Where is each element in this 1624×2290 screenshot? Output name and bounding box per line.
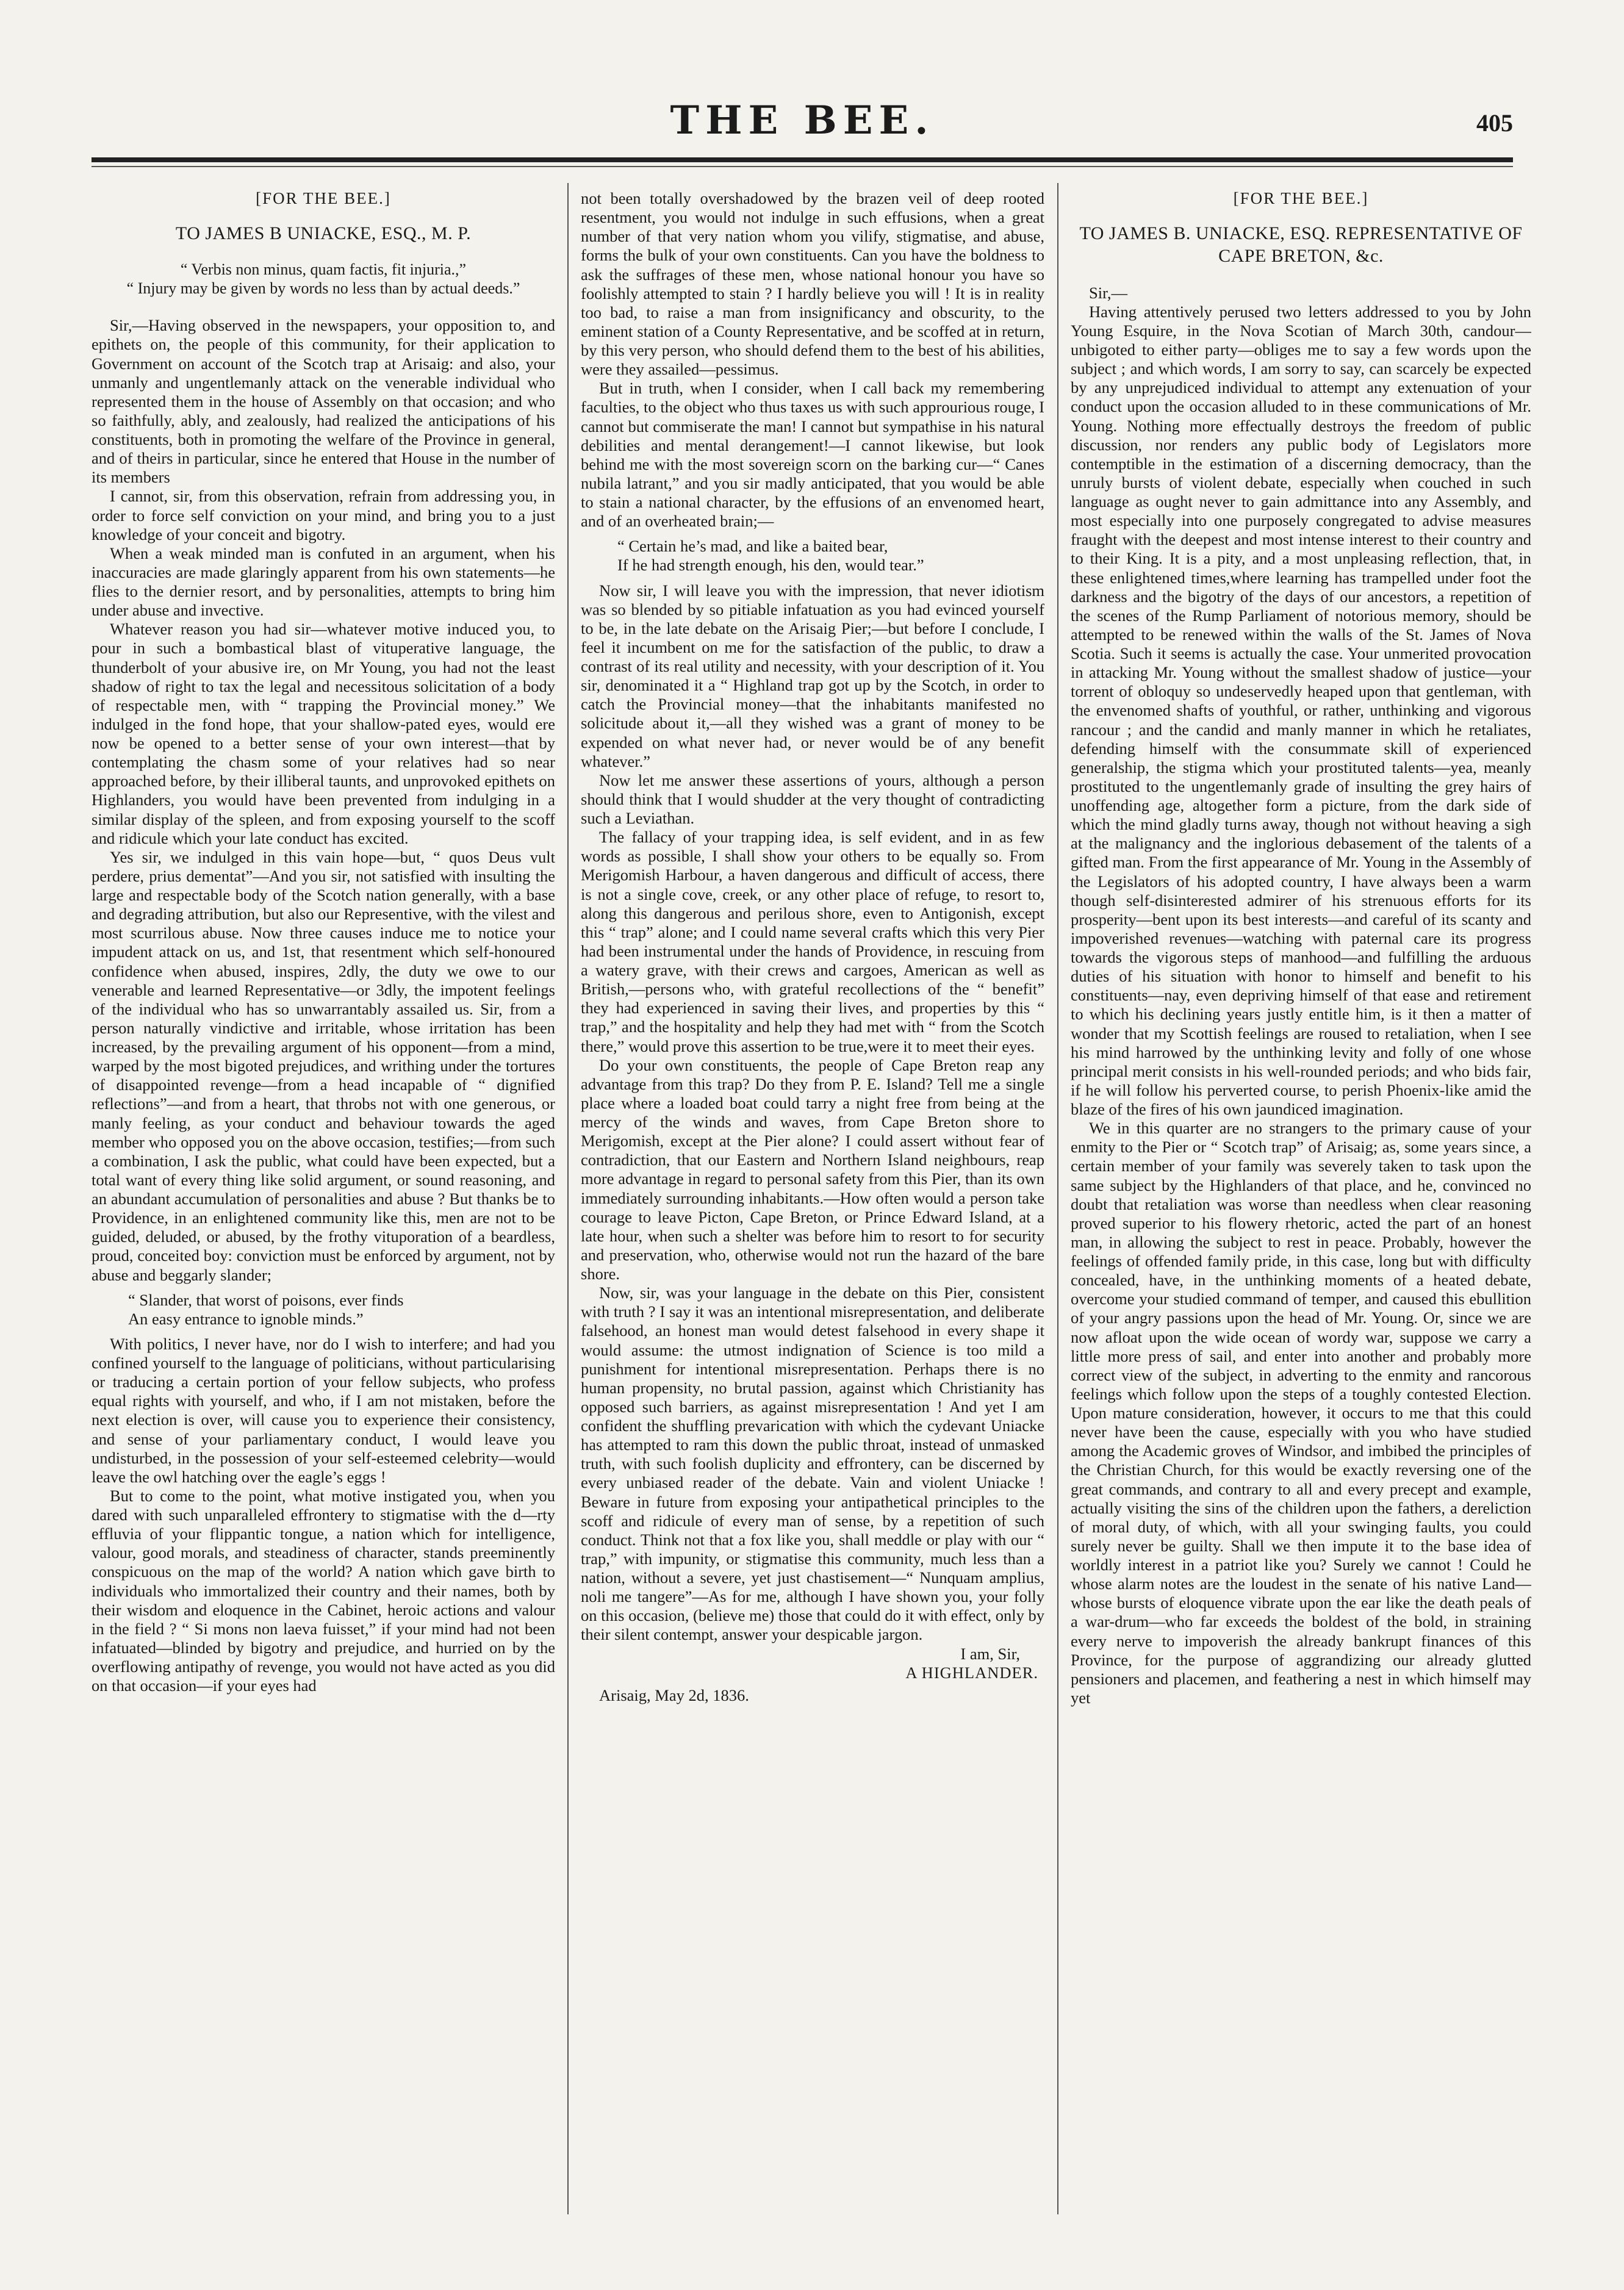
masthead (92, 98, 1513, 171)
paragraph: The fallacy of your trapping idea, is self evident, and in as few words as possible, I shall show your others to be equally so. From Merigomish Harbour, a haven dangerous and difficult of access, there is not a single cove, creek, or any other place of refuge, to resort to, along this dangerous and perilous shore, even to Antigonish, except this “ trap” alone; and I could name several crafts which this very Pier had been instrumental under the hands of Providence, in rescuing from a watery grave, with their crews and cargoes, American as well as British,—persons who, with grateful recollections of the “ benefit” they had experienced in saving their lives, and properties by this “ trap,” and the hospitality and help they had met with “ from the Scotch there,” would prove this assertion to be true,were it to meet their eyes. (581, 828, 1044, 1055)
paragraph: But to come to the point, what motive instigated you, when you dared with such unparalleled effrontery to stigmatise with the d—rty effluvia of your flippantic tongue, a nation which for intelligence, valour, good morals, and steadiness of character, stands preeminently conspicuous on the map of the world? A nation which gave birth to individuals who immortalized their country and their names, both by their wisdom and eloquence in the Cabinet, heroic actions and valour in the field ? “ Si mons non laeva fuisset,” if your mind had not been infatuated—blinded by bigotry and prejudice, and hurried on by the overflowing antipathy of revenge, you would not have acted as you did on that occasion—if your eyes had (92, 1486, 555, 1695)
masthead-title: THE BEE. (670, 98, 935, 143)
article-kicker: [FOR THE BEE.] (256, 189, 391, 207)
masthead-rule (92, 157, 1513, 162)
paragraph: Whatever reason you had sir—whatever motive induced you, to pour in such a bombastical blast of vituperative language, the thunderbolt of your abusive ire, on Mr Young, you had not the least shadow of right to tax the legal and necessitous solicitation of a body of respectable men, with “ trapping the Provincial money.” We indulged in the fond hope, that your shallow-pated eyes, would ere now be opened to a better sense of your own interest—that by contemplating the chasm some of your relatives had so near approached before, by their illiberal taunts, and unprovoked epithets on Highlanders, you would have been prevented from indulging in a similar display of the spleen, and from exposing yourself to the scoff and ridicule which your late conduct has excited. (92, 620, 555, 847)
masthead-rule-thin (92, 166, 1513, 167)
paragraph: Now let me answer these assertions of yours, although a person should think that I would shudder at the very thought of contradicting such a Leviathan. (581, 770, 1044, 827)
signoff: I am, Sir, (960, 1644, 1020, 1663)
paragraph: Now sir, I will leave you with the impression, that never idiotism was so blended by so pitiable infatuation as you had evinced yourself to be, in the late debate on the Arisaig Pier;—but before I conclude, I feel it incumbent on me for the satisfaction of the public, to draw a contrast of its real utility and necessity, with your description of it. You sir, denominated it a “ Highland trap got up by the Scotch, in order to catch the Provincial money—that the inhabitants manifested no solicitude about it,—all they wished was a grant of money to be expended on what never had, or never would be of any benefit whatever.” (581, 581, 1044, 770)
page-number: 405 (1476, 109, 1513, 137)
paragraph: Having attentively perused two letters addressed to you by John Young Esquire, in the Nova Scotian of March 30th, candour—unbigoted to either party—obliges me to say a few words upon the subject ; and which words, I am sorry to say, can scarcely be expected by any unprejudiced individual to attempt any extenuation of your conduct upon the occasion alluded to in these communications of Mr. Young. Nothing more effectually destroys the freedom of public discussion, nor renders any public body of Legislators more contemptible in the estimation of a discerning democracy, than the unruly bursts of violent debate, especially when couched in such language as ought never to gain admittance into any Assembly, and most especially into one purposely congregated to advise measures fraught with the deepest and most intense interest to their country and to their King. It is a pity, and a most unpleasing reflection, that, in these enlightened times,where learning has trampelled under foot the darkness and the bigotry of the days of our ancestors, a repetition of the scenes of the Rump Parliament of notorious memory, should be attempted to be renewed within the walls of the St. James of Nova Scotia. Such it seems is actually the case. Your unmerited provocation in attacking Mr. Young without the smallest shadow of justice—your torrent of obloquy so undeservedly heaped upon that gentleman, with the envenomed shafts of youthful, or rather, unthinking and vigorous rancour ; and the candid and manly manner in which he retaliates, defending himself with the consummate skill of experienced generalship, the stigma which your prostituted talents—yea, meanly prostituted to the ungentlemanly grade of insulting the grey hairs of unoffending age, altogether form a picture, from the dark side of which the mind gladly turns away, though not without heaving a sigh at the malignancy and the inglorious debasement of the talents of a gifted man. From the first appearance of Mr. Young in the Assembly of the Legislators of his adopted country, I have always been a warm though self-disinterested admirer of his strenuous efforts for its prosperity—bent upon its best interests—and careful of its scanty and impoverished revenues—watching with paternal care its progress towards the vigorous steps of manhood—and fulfilling the arduous duties of his situation with honor to himself and benefit to his constituents—nay, even depriving himself of that ease and retirement to which his declining years justly entitle him, is it then a matter of wonder that my Scottish feelings are roused to retaliation, when I see his mind harrowed by the unthinking levity and folly of one whose principal merit consists in his well-rounded periods; and who bids fair, if he will follow his perverted course, to perish Phoenix-like amid the blaze of the fires of his own jaundiced imagination. (1071, 302, 1531, 1119)
paragraph: Do your own constituents, the people of Cape Breton reap any advantage from this trap? Do they from P. E. Island? Tell me a single place where a loaded boat could tarry a night free from being at the mercy of the winds and waves, from Cape Breton shore to Merigomish, except at the Pier alone? I could assert without fear of contradiction, that our Eastern and Northern Island neighbours, reap more advantage in regard to personal safety from this Pier, than its own immediately surrounding inhabitants.—How often would a person take courage to leave Picton, Cape Breton, or Prince Edward Island, at a late hour, when such a shelter was before him to resort to for security and preservation, who, otherwise would not run the hazard of the bare shore. (581, 1055, 1044, 1283)
paragraph: When a weak minded man is confuted in an argument, when his inaccuracies are made glaringly apparent from his own statements—he flies to the dernier resort, and by personalities, attempts to bring him under abuse and invective. (92, 544, 555, 620)
paragraph: With politics, I never have, nor do I wish to interfere; and had you confined yourself to the language of politicians, without particularising or traducing a certain portion of your fellow subjects, who profess equal rights with yourself, and who, if I am not mistaken, before the next election is over, will cause you to experience their consistency, and sense of your parliamentary conduct, I would leave you undisturbed, in the possession of your self-esteemed celebrity—would leave the owl hatching over the eagle’s eggs ! (92, 1334, 555, 1486)
salutation: Sir,— (1089, 283, 1127, 302)
verse-line: “ Slander, that worst of poisons, ever finds (128, 1290, 404, 1309)
paragraph: Yes sir, we indulged in this vain hope—but, “ quos Deus vult perdere, prius dementat”—And you sir, not satisfied with insulting the large and respectable body of the Scotch nation generally, with a base and degrading attribution, but also our Representive, with the vilest and most scurrilous abuse. Now three causes induce me to notice your impudent attack on us, and 1st, that resentment which self-honoured confidence when abused, inspires, 2dly, the duty we owe to our venerable and learned Representative—or 3dly, the impotent feelings of the individual who has so unwarrantably assailed us. Sir, from a person naturally vindictive and irritable, whose irritation has been increased, by the prevailing argument of his opponent—from a mind, warped by the most bigoted prejudices, and writhing under the tortures of disappointed revenge—from a head incapable of “ dignified reflections”—and from a heart, that throbs not with one generous, or manly feeling, as your conduct and behaviour towards the aged member who opposed you on the above occasion, testifies;—from such a combination, I ask the public, what could have been expected, but a total want of every thing like solid argument, or sound reasoning, and an abundant accumulation of personalities and abuse ? But thanks be to Providence, in an enlightened community like this, men are not to be guided, deluded, or abused, by the frothy vituporation of a beardless, proud, conceited boy: conviction must be enforced by argument, not by abuse and beggarly slander; (92, 847, 555, 1284)
column-divider (1057, 183, 1058, 2214)
article-kicker: [FOR THE BEE.] (1233, 189, 1369, 207)
article-headline: TO JAMES B. UNIACKE, ESQ. REPRESENTATIVE OF CAPE BRETON, &c. (1079, 223, 1523, 267)
article-motto: “ Injury may be given by words no less than by actual deeds.” (126, 279, 520, 297)
paragraph: Sir,—Having observed in the newspapers, your opposition to, and epithets on, the people of this community, for their application to Government on account of the Scotch trap at Arisaig: and also, your unmanly and ungentlemanly attack on the venerable individual who represented them in the house of Assembly on that occasion; and who so faithfully, ably, and zealously, had realized the anticipations of his constituents, both in promoting the welfare of the Province in general, and of theirs in particular, since he entered that House in the number of its members (92, 316, 555, 487)
paragraph: not been totally overshadowed by the brazen veil of deep rooted resentment, you would not indulge in such effusions, when a great number of that very nation whom you vilify, stigmatise, and abuse, forms the bulk of your own constituents. Can you have the boldness to ask the suffrages of these men, whose national honour you have so foolishly attempted to stain ? I hardly believe you will ! It is in reality too bad, to raise a man from insignificancy and obscurity, to the eminent station of a County Representative, and be scoffed at in return, by this very person, who should defend them to the best of his abilities, were they assailed—pessimus. (581, 189, 1044, 379)
paragraph: We in this quarter are no strangers to the primary cause of your enmity to the Pier or “ Scotch trap” of Arisaig; as, some years since, a certain member of your family was severely taken to task upon the same subject by the Highlanders of that place, and he, convinced no doubt that retaliation was worse than needless when clear reasoning proved superior to his flowery rhetoric, acted the part of an honest man, in allowing the subject to rest in peace. Probably, however the feelings of offended family pride, in this case, long but with difficulty concealed, have, in the unthinking moments of a heated debate, overcome your studied command of temper, and caused this ebullition of your angry passions upon the head of Mr. Young. Or, since we are now afloat upon the wide ocean of wordy war, suppose we carry a little more press of sail, and enter into another and probably more correct view of the subject, in adverting to the enmity and rancorous feelings which follow upon the steps of a toughly contested Election. Upon mature consideration, however, it occurs to me that this could never have been the cause, especially with you who have studied among the Academic groves of Windsor, and imbibed the principles of the Christian Church, for this would be exactly reversing one of the great commands, and contrary to all and every precept and example, actually visiting the sins of the children upon the fathers, a dereliction of moral duty, of which, with all your swinging faults, you could surely never be guilty. Shall we then impute it to the base idea of worldly interest in a patriot like you? Surely we cannot ! Could he whose alarm notes are the loudest in the senate of his native Land—whose bursts of eloquence vibrate upon the ear like the death peals of a war-drum—who far exceeds the boldest of the bold, in straining every nerve to impoverish the already bankrupt finances of this Province, for the purpose of aggrandizing our already glutted pensioners and placemen, and feathering a nest in which himself may yet (1071, 1119, 1531, 1707)
article-motto: “ Verbis non minus, quam factis, fit injuria.,” (180, 260, 467, 279)
dateline: Arisaig, May 2d, 1836. (599, 1685, 749, 1704)
column-2 (581, 189, 1044, 2202)
column-1 (92, 189, 555, 2202)
paragraph: I cannot, sir, from this observation, refrain from addressing you, in order to force self conviction on your mind, and bring you to a just knowledge of your conceit and bigotry. (92, 487, 555, 544)
verse-line: An easy entrance to ignoble minds.” (128, 1309, 364, 1328)
signature-name: A HIGHLANDER. (905, 1663, 1038, 1682)
paragraph: But in truth, when I consider, when I call back my remembering faculties, to the object who thus taxes us with such approurious rouge, I cannot but commiserate the man! I cannot but sympathise in his natural debilities and mental derangement!—I cannot likewise, but look behind me with the most sovereign scorn on the barking cur—“ Canes nubila latrant,” and you sir madly anticipated, that you would be able to stain a national character, by the effusions of an envenomed heart, and of an overheated brain;— (581, 379, 1044, 531)
column-3 (1071, 189, 1531, 2202)
verse-line: “ Certain he’s mad, and like a baited bear, (617, 537, 888, 556)
column-divider (567, 183, 569, 2214)
article-headline: TO JAMES B UNIACKE, ESQ., M. P. (175, 223, 472, 243)
verse-line: If he had strength enough, his den, would tear.” (617, 556, 924, 575)
paragraph: Now, sir, was your language in the debate on this Pier, consistent with truth ? I say it was an intentional misrepresentation, and deliberate falsehood, an honest man would detest falsehood in every shape it would assume: the utmost indignation of Science is too mild a punishment for intentional misrepresentation. Perhaps there is no human propensity, no brutal passion, against which Christianity has opposed such barriers, as against misrepresentation ! And yet I am confident the shuffling prevarication with which the cydevant Uniacke has attempted to ram this down the public throat, instead of unmasked truth, with such foolish duplicity and effrontery, can be discerned by every unbiased reader of the debate. Vain and violent Uniacke ! Beware in future from exposing your antipathetical principles to the scoff and ridicule of every man of sense, by a repetition of such conduct. Think not that a fox like you, shall meddle or play with our “ trap,” with impunity, or stigmatise this community, much less than a nation, without a severe, yet just chastisement—“ Nunquam amplius, noli me tangere”—As for me, although I have shown you, your folly on this occasion, (believe me) those that could do it with effect, only by their silent contempt, answer your despicable jargon. (581, 1283, 1044, 1644)
